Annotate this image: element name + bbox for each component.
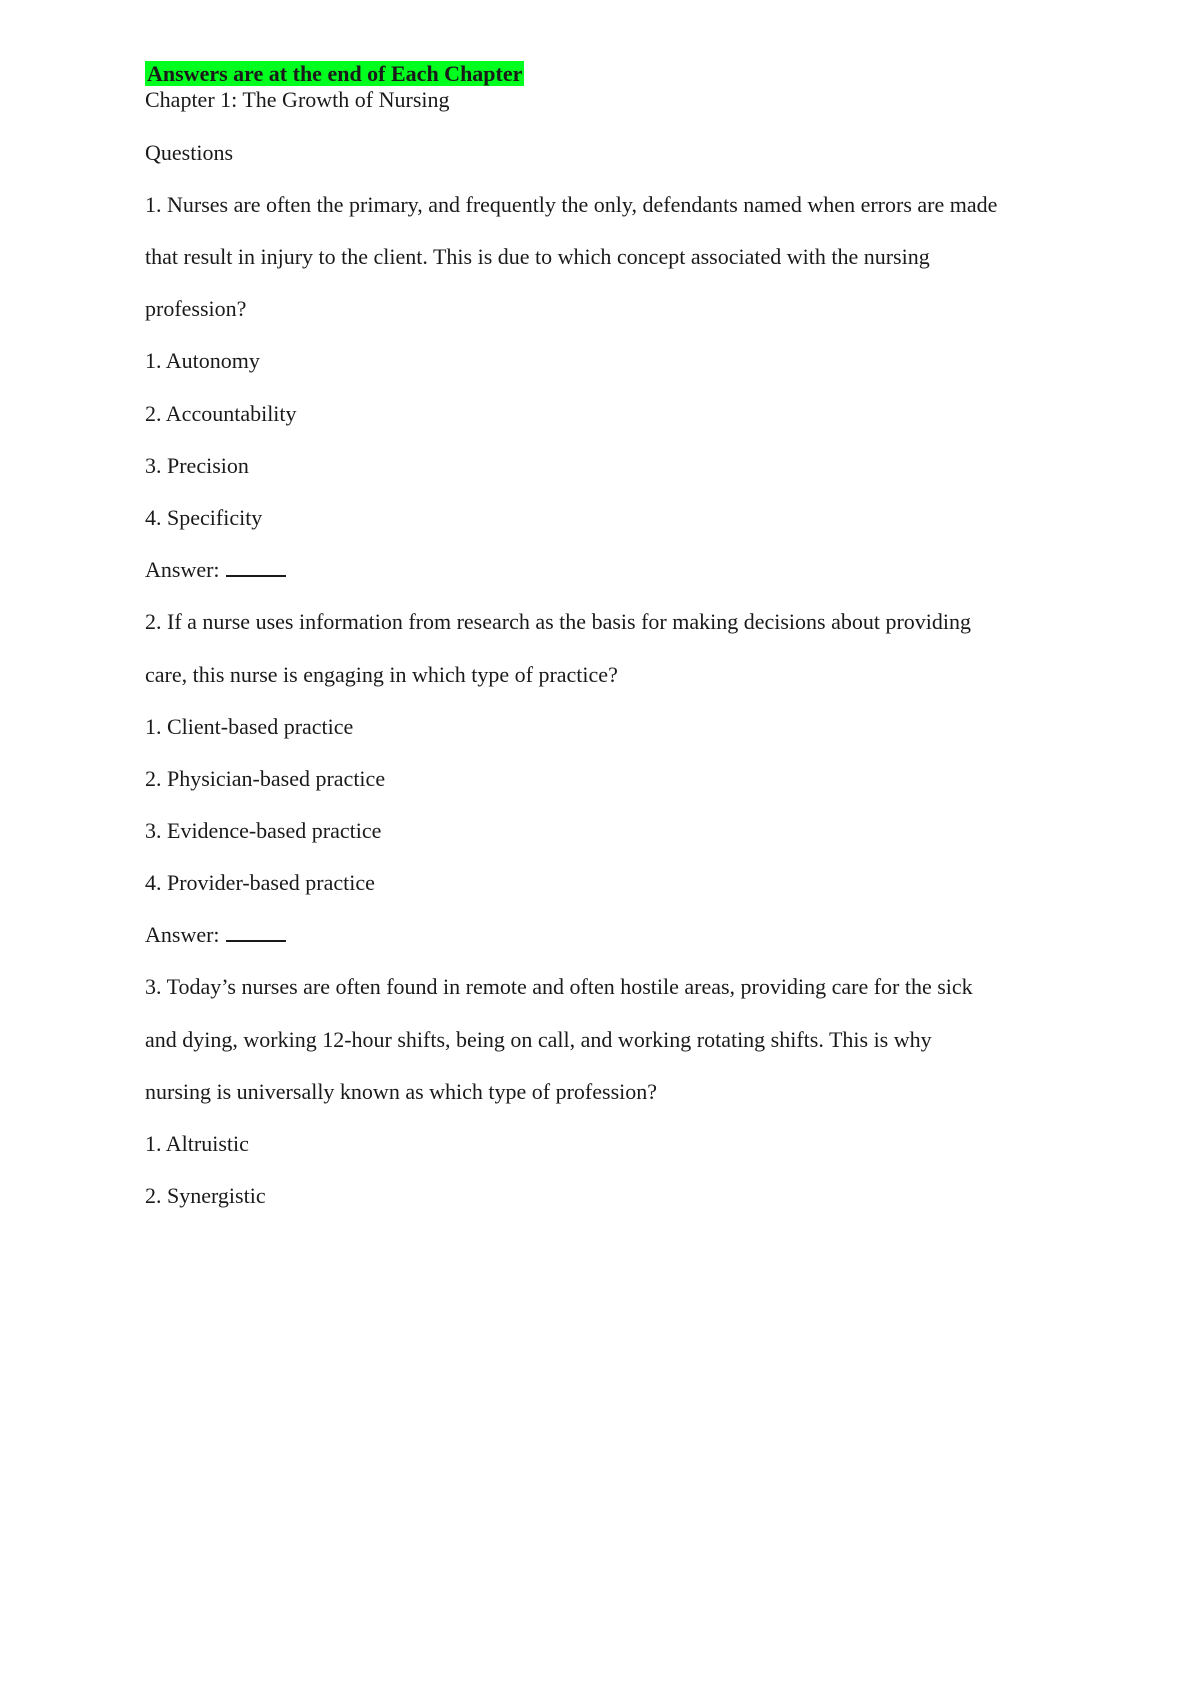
question-2-stem-line: care, this nurse is engaging in which type of practice? (145, 662, 618, 687)
question-2-answer (145, 921, 286, 949)
answers-banner: Answers are at the end of Each Chapter (147, 61, 523, 86)
banner-line (145, 60, 524, 88)
question-3-stem-line: 3. Today’s nurses are often found in remote and often hostile areas, providing care for the sick (145, 974, 973, 999)
chapter-title: Chapter 1: The Growth of Nursing (145, 87, 450, 112)
question-3-stem-line: and dying, working 12-hour shifts, being on call, and working rotating shifts. This is why (145, 1027, 932, 1052)
question-1-option: 3. Precision (145, 453, 249, 478)
question-1-stem-line: profession? (145, 296, 247, 321)
question-3-option: 2. Synergistic (145, 1183, 266, 1208)
question-1-stem-line: 1. Nurses are often the primary, and frequently the only, defendants named when errors are made (145, 192, 998, 217)
question-1-option: 4. Specificity (145, 505, 263, 530)
question-1-option: 2. Accountability (145, 401, 297, 426)
answer-blank (226, 557, 286, 577)
answer-label: Answer: (145, 557, 220, 582)
question-2-option: 1. Client-based practice (145, 714, 354, 739)
question-3-stem-line: nursing is universally known as which type of profession? (145, 1079, 658, 1104)
answer-label: Answer: (145, 922, 220, 947)
answer-blank (226, 922, 286, 942)
section-heading: Questions (145, 140, 233, 165)
question-2-option: 4. Provider-based practice (145, 870, 375, 895)
question-1-stem-line: that result in injury to the client. This is due to which concept associated with the nursing (145, 244, 930, 269)
question-1-option: 1. Autonomy (145, 348, 260, 373)
question-3-option: 1. Altruistic (145, 1131, 249, 1156)
question-2-option: 3. Evidence-based practice (145, 818, 382, 843)
question-1-answer (145, 556, 286, 584)
question-2-option: 2. Physician-based practice (145, 766, 386, 791)
question-2-stem-line: 2. If a nurse uses information from research as the basis for making decisions about providing (145, 609, 972, 634)
